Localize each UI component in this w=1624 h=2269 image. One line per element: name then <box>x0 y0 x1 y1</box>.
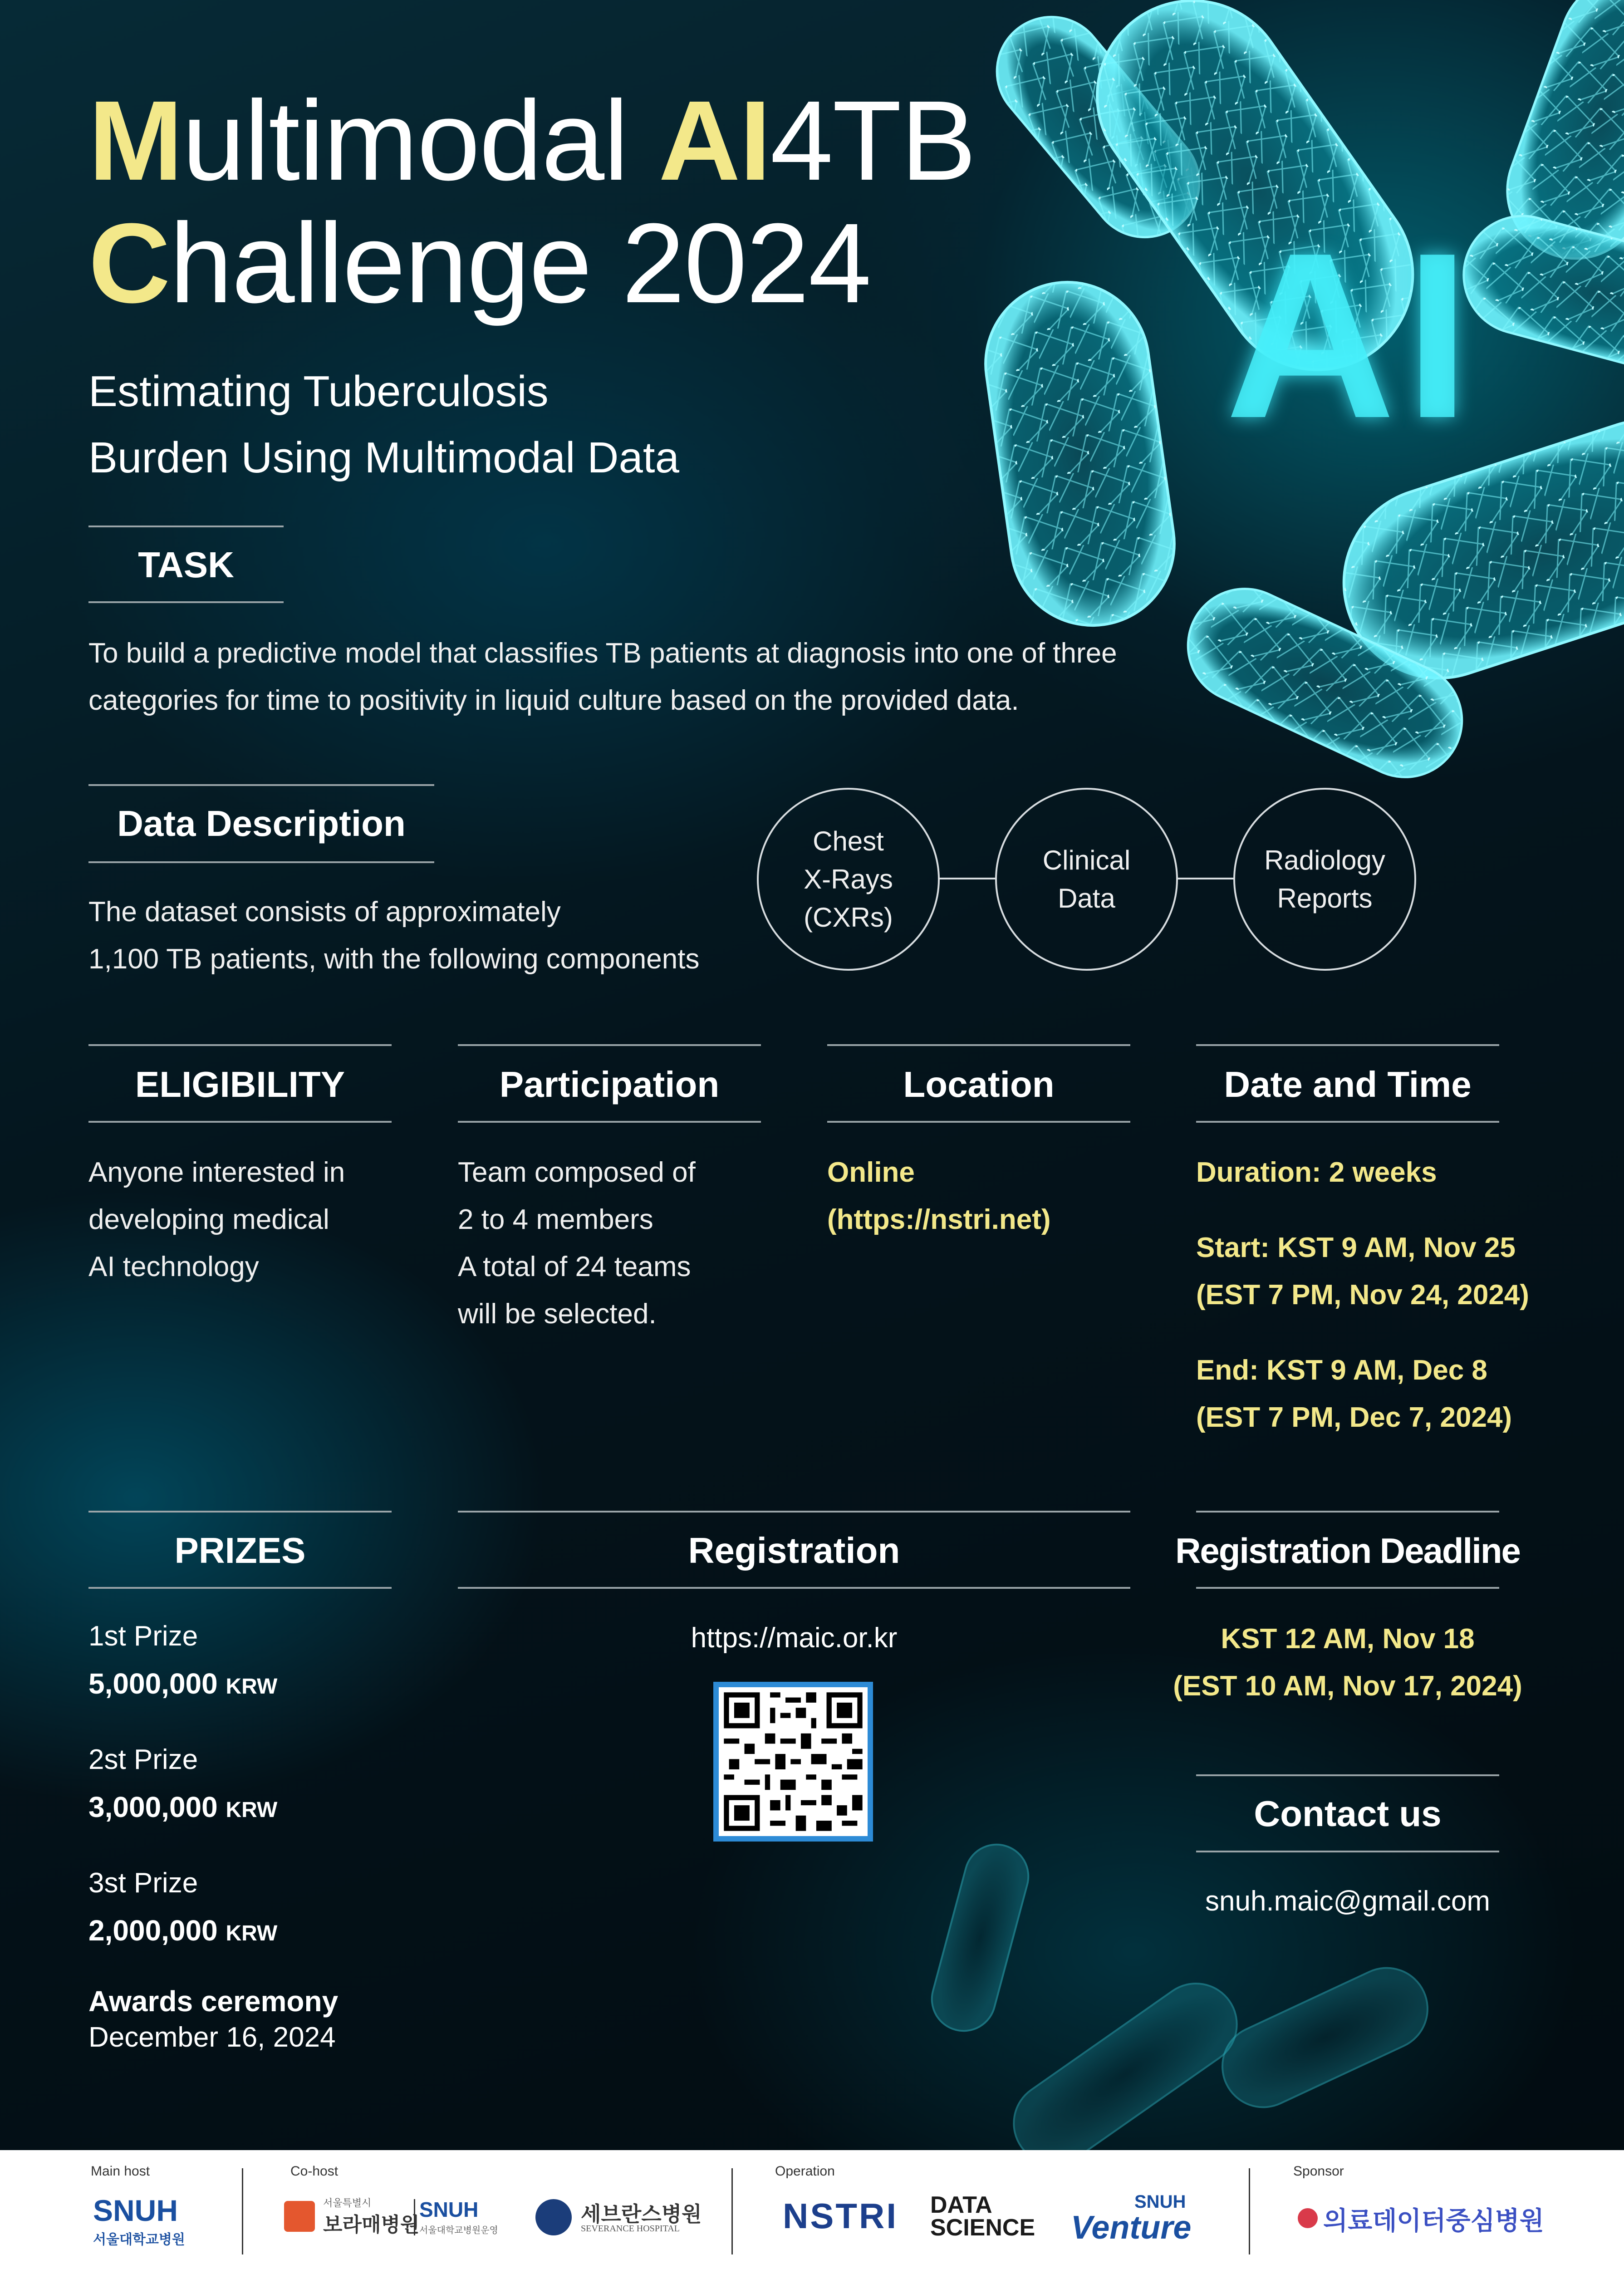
logo-separator <box>414 2199 415 2235</box>
severance-emblem-icon <box>535 2199 572 2235</box>
prize-currency: KRW <box>226 1921 278 1945</box>
participation-line: Team composed of <box>458 1157 696 1188</box>
divider <box>1196 1587 1499 1589</box>
subtitle <box>88 359 679 491</box>
co-host-label: Co-host <box>290 2164 339 2179</box>
prize-amount <box>88 1912 277 1952</box>
divider <box>88 601 284 603</box>
task-heading: TASK <box>138 545 234 585</box>
sponsor-icon <box>1298 2208 1318 2228</box>
divider <box>458 1044 761 1046</box>
registration-qr-code[interactable] <box>713 1682 873 1842</box>
severance-logo: 세브란스병원 <box>581 2202 702 2226</box>
data-science-line: SCIENCE <box>930 2215 1035 2241</box>
divider <box>458 1511 1130 1513</box>
snuh-venture-logo-top: SNUH <box>1134 2192 1186 2212</box>
duration-text: Duration: 2 weeks <box>1196 1157 1437 1188</box>
data-science-logo <box>930 2194 1035 2239</box>
date-time-text <box>1196 1149 1604 1441</box>
data-description-line: 1,100 TB patients, with the following components <box>88 943 700 975</box>
eligibility-line: AI technology <box>88 1251 259 1282</box>
participation-line: will be selected. <box>458 1298 657 1330</box>
boramae-logo: 보라매병원 <box>323 2214 420 2236</box>
registration-deadline-text <box>1162 1616 1534 1710</box>
operation-label: Operation <box>775 2164 835 2179</box>
divider <box>458 1587 1130 1589</box>
footer-divider <box>731 2168 733 2254</box>
ai-letters-decoration: AI <box>1225 204 1479 467</box>
location-link[interactable]: (https://nstri.net) <box>827 1204 1051 1235</box>
divider <box>88 1511 392 1513</box>
prizes-heading: PRIZES <box>174 1530 306 1571</box>
eligibility-heading: ELIGIBILITY <box>135 1064 345 1105</box>
eligibility-text <box>88 1149 415 1291</box>
bacterium <box>975 272 1185 636</box>
title-text: 4TB <box>770 77 976 204</box>
component-label: Radiology <box>1264 845 1385 875</box>
divider <box>88 1044 392 1046</box>
connector-line <box>1177 878 1235 879</box>
divider <box>1196 1774 1499 1776</box>
component-label: X-Rays <box>804 864 893 894</box>
participation-text <box>458 1149 785 1338</box>
subtitle-line: Estimating Tuberculosis <box>88 367 549 416</box>
eligibility-line: developing medical <box>88 1204 329 1235</box>
data-science-line: DATA <box>930 2192 992 2218</box>
nstri-logo: NSTRI <box>783 2196 898 2236</box>
prize-label: 2st Prize <box>88 1744 198 1775</box>
data-description-text <box>88 889 769 983</box>
severance-english: SEVERANCE HOSPITAL <box>581 2224 680 2234</box>
divider <box>827 1121 1130 1123</box>
footer-divider <box>1249 2168 1250 2254</box>
divider <box>827 1044 1130 1046</box>
snuh-co-small-text: 서울대학교병원운영 <box>419 2225 498 2235</box>
component-label: Chest <box>813 825 884 856</box>
end-time: (EST 7 PM, Dec 7, 2024) <box>1196 1402 1512 1433</box>
prize-label: 3st Prize <box>88 1867 198 1899</box>
contact-email[interactable]: snuh.maic@gmail.com <box>1205 1886 1491 1917</box>
snuh-co-logo: SNUH <box>419 2198 479 2221</box>
data-description-line: The dataset consists of approximately <box>88 896 561 928</box>
main-host-label: Main host <box>91 2164 150 2179</box>
component-chest-xrays <box>757 788 940 971</box>
deadline-line: KST 12 AM, Nov 18 <box>1221 1623 1475 1655</box>
title-letter-c: C <box>88 200 170 326</box>
divider <box>88 1587 392 1589</box>
main-title <box>88 79 976 324</box>
location-text <box>827 1149 1154 1243</box>
subtitle-line: Burden Using Multimodal Data <box>88 433 679 482</box>
deadline-line: (EST 10 AM, Nov 17, 2024) <box>1173 1670 1522 1702</box>
snuh-logo-korean: 서울대학교병원 <box>93 2232 185 2247</box>
contact-heading: Contact us <box>1254 1793 1442 1834</box>
title-letter-m: M <box>88 77 182 204</box>
boramae-small-text: 서울특별시 <box>323 2197 372 2209</box>
participation-line: A total of 24 teams <box>458 1251 691 1282</box>
divider <box>88 526 284 527</box>
awards-ceremony-date: December 16, 2024 <box>88 2022 336 2053</box>
snuh-logo: SNUH <box>93 2194 178 2227</box>
component-clinical-data <box>995 788 1178 971</box>
component-label: Reports <box>1277 883 1373 913</box>
title-text: ultimodal <box>182 77 659 204</box>
component-label: Clinical <box>1042 845 1131 875</box>
start-time: Start: KST 9 AM, Nov 25 <box>1196 1232 1516 1263</box>
sponsor-label: Sponsor <box>1293 2164 1344 2179</box>
prize-value: 5,000,000 <box>88 1667 218 1700</box>
eligibility-line: Anyone interested in <box>88 1157 345 1188</box>
awards-ceremony-label: Awards ceremony <box>88 1985 339 2018</box>
divider <box>1196 1044 1499 1046</box>
divider <box>458 1121 761 1123</box>
task-line: To build a predictive model that classifies TB patients at diagnosis into one of three <box>88 638 1117 669</box>
prize-currency: KRW <box>226 1675 278 1699</box>
registration-heading: Registration <box>688 1530 900 1571</box>
component-radiology-reports <box>1233 788 1416 971</box>
location-line: Online <box>827 1157 915 1188</box>
prize-currency: KRW <box>226 1798 278 1822</box>
title-text: hallenge 2024 <box>169 200 871 326</box>
prize-value: 2,000,000 <box>88 1914 218 1947</box>
connector-line <box>938 878 996 879</box>
divider <box>1196 1511 1499 1513</box>
divider <box>1196 1121 1499 1123</box>
divider <box>1196 1851 1499 1852</box>
prize-amount <box>88 1665 277 1705</box>
sponsor-logo: 의료데이터중심병원 <box>1323 2206 1544 2235</box>
date-time-heading: Date and Time <box>1224 1064 1472 1105</box>
data-description-heading: Data Description <box>117 803 406 844</box>
divider <box>88 784 434 786</box>
component-label: (CXRs) <box>804 902 893 933</box>
snuh-venture-logo: Venture <box>1071 2210 1192 2246</box>
prize-label: 1st Prize <box>88 1621 198 1652</box>
divider <box>88 1121 392 1123</box>
participation-heading: Participation <box>499 1064 720 1105</box>
participation-line: 2 to 4 members <box>458 1204 653 1235</box>
prize-value: 3,000,000 <box>88 1791 218 1823</box>
registration-url[interactable]: https://maic.or.kr <box>691 1622 898 1654</box>
prize-amount <box>88 1789 277 1828</box>
start-time: (EST 7 PM, Nov 24, 2024) <box>1196 1279 1529 1311</box>
registration-deadline-heading: Registration Deadline <box>1175 1531 1520 1571</box>
title-letters-ai: AI <box>658 77 770 204</box>
end-time: End: KST 9 AM, Dec 8 <box>1196 1355 1487 1386</box>
task-description <box>88 630 1223 724</box>
qr-code-image <box>719 1687 868 1836</box>
component-label: Data <box>1058 883 1115 913</box>
footer-divider <box>242 2168 243 2254</box>
task-line: categories for time to positivity in liquid culture based on the provided data. <box>88 685 1019 716</box>
sponsor-footer <box>0 2150 1624 2269</box>
divider <box>88 861 434 863</box>
location-heading: Location <box>903 1064 1055 1105</box>
boramae-icon <box>284 2201 315 2232</box>
